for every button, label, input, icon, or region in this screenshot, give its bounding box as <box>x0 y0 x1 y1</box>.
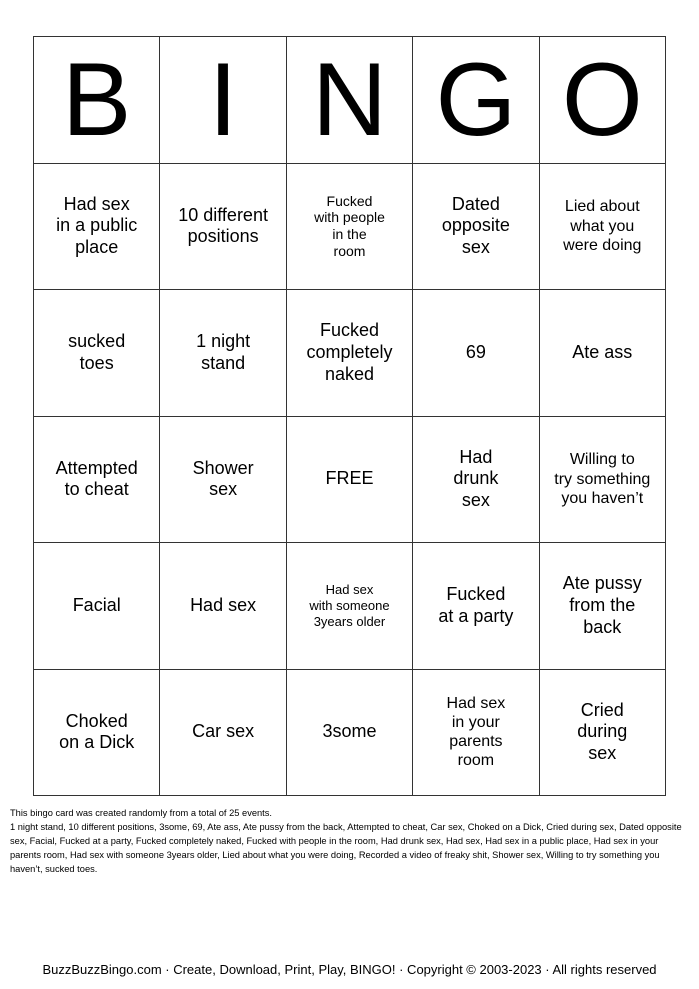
bingo-cell: 3some <box>287 670 413 797</box>
bingo-cell: Cried during sex <box>540 670 666 797</box>
bingo-cell: Had drunk sex <box>413 417 539 544</box>
bingo-card <box>33 36 666 796</box>
bingo-cell: Shower sex <box>160 417 286 544</box>
bingo-cell: Had sex in a public place <box>34 164 160 291</box>
bingo-cell: Willing to try something you haven’t <box>540 417 666 544</box>
bingo-cell: Fucked at a party <box>413 543 539 670</box>
bingo-cell: 69 <box>413 290 539 417</box>
bingo-cell: Car sex <box>160 670 286 797</box>
bingo-cell: 1 night stand <box>160 290 286 417</box>
header-letter-b: B <box>34 37 160 164</box>
bingo-cell: Ate pussy from the back <box>540 543 666 670</box>
bingo-cell: Fucked with people in the room <box>287 164 413 291</box>
bingo-cell: sucked toes <box>34 290 160 417</box>
header-letter-o: O <box>540 37 666 164</box>
footer-copyright: BuzzBuzzBingo.com · Create, Download, Print, Play, BINGO! · Copyright © 2003-2023 · All rights reserved <box>42 962 657 977</box>
bingo-cell: Dated opposite sex <box>413 164 539 291</box>
bingo-cell: Lied about what you were doing <box>540 164 666 291</box>
bingo-cell: Choked on a Dick <box>34 670 160 797</box>
bingo-cell: Attempted to cheat <box>34 417 160 544</box>
bingo-cell: Fucked completely naked <box>287 290 413 417</box>
bingo-cell: Had sex <box>160 543 286 670</box>
info-summary: This bingo card was created randomly from a total of 25 events. <box>10 808 272 818</box>
bingo-cell: Ate ass <box>540 290 666 417</box>
bingo-free-space: FREE <box>287 417 413 544</box>
header-letter-n: N <box>287 37 413 164</box>
bingo-cell: 10 different positions <box>160 164 286 291</box>
bingo-cell: Facial <box>34 543 160 670</box>
header-letter-g: G <box>413 37 539 164</box>
bingo-cell: Had sex in your parents room <box>413 670 539 797</box>
header-letter-i: I <box>160 37 286 164</box>
card-info <box>10 806 690 876</box>
info-event-list: 1 night stand, 10 different positions, 3some, 69, Ate ass, Ate pussy from the back, Attempted to cheat, Car sex, Choked on a Dick, Cried during sex, Dated opposite sex, Facial, Fucked at a party, Fucked completely naked, Fucked with people in the room, Had drunk sex, Had sex, Had sex in a public place, Had sex in your parents room, Had sex with someone 3years older, Lied about what you were doing, Recorded a video of freaky shit, Shower sex, Willing to try something you haven’t, sucked toes. <box>10 822 682 874</box>
bingo-cell: Had sex with someone 3years older <box>287 543 413 670</box>
